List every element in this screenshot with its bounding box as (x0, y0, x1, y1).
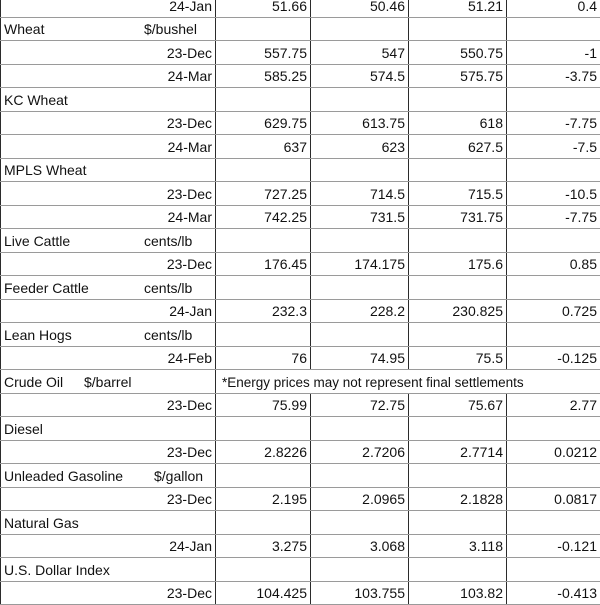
empty-cell (507, 17, 600, 41)
table-row (1, 346, 600, 370)
empty-cell (507, 88, 600, 112)
table-row (1, 487, 600, 511)
change-cell: 0.0817 (507, 487, 600, 511)
commodity-name: Feeder Cattle (4, 278, 89, 299)
low-cell: 574.5 (311, 64, 409, 88)
change-cell: -7.75 (507, 205, 600, 229)
commodity-label-cell (1, 158, 216, 182)
empty-cell (409, 229, 507, 253)
low-cell: 50.46 (311, 0, 409, 17)
commodity-label-wrap (4, 231, 212, 252)
empty-cell (216, 464, 311, 488)
commodity-name: Natural Gas (4, 513, 79, 534)
commodity-header-row (1, 88, 600, 112)
table-row (1, 534, 600, 558)
empty-cell (311, 229, 409, 253)
high-cell: 232.3 (216, 299, 311, 323)
table-row (1, 182, 600, 206)
commodity-header-row (1, 276, 600, 300)
change-cell: -10.5 (507, 182, 600, 206)
empty-cell (311, 511, 409, 535)
commodity-label-wrap (4, 419, 212, 440)
commodity-header-row (1, 229, 600, 253)
contract-month-cell: 24-Mar (1, 205, 216, 229)
close-cell: 715.5 (409, 182, 507, 206)
high-cell: 637 (216, 135, 311, 159)
contract-month-cell: 23-Dec (1, 182, 216, 206)
commodity-name: U.S. Dollar Index (4, 560, 110, 581)
contract-month-cell: 23-Dec (1, 487, 216, 511)
empty-cell (409, 558, 507, 582)
table-row (1, 252, 600, 276)
commodity-label-wrap (4, 19, 212, 40)
table-row (1, 205, 600, 229)
high-cell: 76 (216, 346, 311, 370)
commodity-header-row (1, 370, 600, 394)
commodity-label-wrap (4, 160, 212, 181)
commodity-unit: cents/lb (144, 278, 192, 299)
change-cell: 0.0212 (507, 440, 600, 464)
commodity-label-wrap (4, 278, 212, 299)
commodity-unit: $/barrel (84, 372, 131, 393)
commodity-unit: $/gallon (154, 466, 203, 487)
change-cell: 0.725 (507, 299, 600, 323)
empty-cell (311, 417, 409, 441)
high-cell: 104.425 (216, 581, 311, 605)
empty-cell (216, 558, 311, 582)
table-row (1, 440, 600, 464)
close-cell: 2.7714 (409, 440, 507, 464)
contract-month-cell: 24-Feb (1, 346, 216, 370)
table-row (1, 111, 600, 135)
commodity-name: KC Wheat (4, 90, 68, 111)
empty-cell (507, 464, 600, 488)
high-cell: 51.66 (216, 0, 311, 17)
contract-month-cell: 23-Dec (1, 252, 216, 276)
commodity-header-row (1, 17, 600, 41)
empty-cell (507, 511, 600, 535)
empty-cell (507, 276, 600, 300)
close-cell: 627.5 (409, 135, 507, 159)
contract-month-cell: 23-Dec (1, 111, 216, 135)
commodity-header-row (1, 558, 600, 582)
contract-month-cell: 24-Mar (1, 64, 216, 88)
empty-cell (409, 158, 507, 182)
empty-cell (409, 323, 507, 347)
commodity-name: Crude Oil (4, 372, 63, 393)
commodity-label-wrap (4, 466, 212, 487)
empty-cell (311, 276, 409, 300)
table-row (1, 135, 600, 159)
high-cell: 75.99 (216, 393, 311, 417)
close-cell: 2.1828 (409, 487, 507, 511)
change-cell: -1 (507, 41, 600, 65)
empty-cell (507, 229, 600, 253)
empty-cell (311, 464, 409, 488)
empty-cell (409, 276, 507, 300)
commodity-unit: cents/lb (144, 325, 192, 346)
contract-month-cell: 24-Jan (1, 299, 216, 323)
low-cell: 3.068 (311, 534, 409, 558)
contract-month-cell: 24-Jan (1, 534, 216, 558)
change-cell: -3.75 (507, 64, 600, 88)
low-cell: 174.175 (311, 252, 409, 276)
empty-cell (409, 464, 507, 488)
low-cell: 714.5 (311, 182, 409, 206)
commodity-label-cell (1, 417, 216, 441)
empty-cell (409, 511, 507, 535)
empty-cell (409, 88, 507, 112)
commodity-name: Wheat (4, 19, 44, 40)
commodity-header-row (1, 417, 600, 441)
empty-cell (507, 417, 600, 441)
close-cell: 575.75 (409, 64, 507, 88)
commodity-label-cell (1, 558, 216, 582)
close-cell: 75.67 (409, 393, 507, 417)
empty-cell (311, 158, 409, 182)
futures-price-table-body (1, 0, 600, 605)
contract-month-cell: 23-Dec (1, 41, 216, 65)
close-cell: 550.75 (409, 41, 507, 65)
commodity-name: Lean Hogs (4, 325, 72, 346)
table-row (1, 41, 600, 65)
close-cell: 51.21 (409, 0, 507, 17)
commodity-header-row (1, 511, 600, 535)
commodity-name: Live Cattle (4, 231, 70, 252)
low-cell: 731.5 (311, 205, 409, 229)
change-cell: -7.75 (507, 111, 600, 135)
empty-cell (216, 88, 311, 112)
table-row (1, 393, 600, 417)
commodity-label-wrap (4, 325, 212, 346)
low-cell: 547 (311, 41, 409, 65)
contract-month-cell: 23-Dec (1, 440, 216, 464)
empty-cell (216, 158, 311, 182)
low-cell: 72.75 (311, 393, 409, 417)
commodity-header-row (1, 158, 600, 182)
low-cell: 623 (311, 135, 409, 159)
change-cell: 0.4 (507, 0, 600, 17)
empty-cell (216, 511, 311, 535)
contract-month-cell: 23-Dec (1, 581, 216, 605)
empty-cell (507, 558, 600, 582)
empty-cell (216, 323, 311, 347)
empty-cell (409, 417, 507, 441)
commodity-label-cell (1, 370, 216, 394)
change-cell: -0.121 (507, 534, 600, 558)
high-cell: 727.25 (216, 182, 311, 206)
high-cell: 629.75 (216, 111, 311, 135)
commodity-label-wrap (4, 372, 212, 393)
close-cell: 3.118 (409, 534, 507, 558)
table-row (1, 581, 600, 605)
close-cell: 175.6 (409, 252, 507, 276)
commodity-label-cell (1, 511, 216, 535)
contract-month-cell: 24-Jan (1, 0, 216, 17)
close-cell: 618 (409, 111, 507, 135)
high-cell: 585.25 (216, 64, 311, 88)
high-cell: 557.75 (216, 41, 311, 65)
close-cell: 731.75 (409, 205, 507, 229)
change-cell: -0.413 (507, 581, 600, 605)
high-cell: 3.275 (216, 534, 311, 558)
high-cell: 2.195 (216, 487, 311, 511)
low-cell: 2.7206 (311, 440, 409, 464)
close-cell: 103.82 (409, 581, 507, 605)
commodity-name: Unleaded Gasoline (4, 466, 123, 487)
commodity-label-cell (1, 276, 216, 300)
empty-cell (216, 276, 311, 300)
commodity-header-row (1, 464, 600, 488)
low-cell: 103.755 (311, 581, 409, 605)
empty-cell (311, 17, 409, 41)
empty-cell (216, 417, 311, 441)
commodity-header-row (1, 323, 600, 347)
energy-note: *Energy prices may not represent final settlements (216, 370, 600, 394)
commodity-label-cell (1, 229, 216, 253)
commodity-label-cell (1, 323, 216, 347)
close-cell: 230.825 (409, 299, 507, 323)
commodity-label-wrap (4, 513, 212, 534)
commodity-name: MPLS Wheat (4, 160, 86, 181)
contract-month-cell: 23-Dec (1, 393, 216, 417)
commodity-unit: cents/lb (144, 231, 192, 252)
commodity-label-wrap (4, 90, 212, 111)
empty-cell (311, 558, 409, 582)
table-row (1, 0, 600, 17)
commodity-name: Diesel (4, 419, 43, 440)
high-cell: 742.25 (216, 205, 311, 229)
change-cell: -7.5 (507, 135, 600, 159)
empty-cell (507, 323, 600, 347)
commodity-unit: $/bushel (144, 19, 197, 40)
change-cell: 2.77 (507, 393, 600, 417)
commodity-label-cell (1, 17, 216, 41)
change-cell: -0.125 (507, 346, 600, 370)
high-cell: 176.45 (216, 252, 311, 276)
empty-cell (311, 323, 409, 347)
low-cell: 613.75 (311, 111, 409, 135)
empty-cell (507, 158, 600, 182)
table-row (1, 64, 600, 88)
high-cell: 2.8226 (216, 440, 311, 464)
empty-cell (311, 88, 409, 112)
commodity-label-cell (1, 464, 216, 488)
table-row (1, 299, 600, 323)
contract-month-cell: 24-Mar (1, 135, 216, 159)
low-cell: 74.95 (311, 346, 409, 370)
commodity-label-wrap (4, 560, 212, 581)
commodity-label-cell (1, 88, 216, 112)
empty-cell (409, 17, 507, 41)
empty-cell (216, 17, 311, 41)
low-cell: 2.0965 (311, 487, 409, 511)
change-cell: 0.85 (507, 252, 600, 276)
low-cell: 228.2 (311, 299, 409, 323)
close-cell: 75.5 (409, 346, 507, 370)
empty-cell (216, 229, 311, 253)
